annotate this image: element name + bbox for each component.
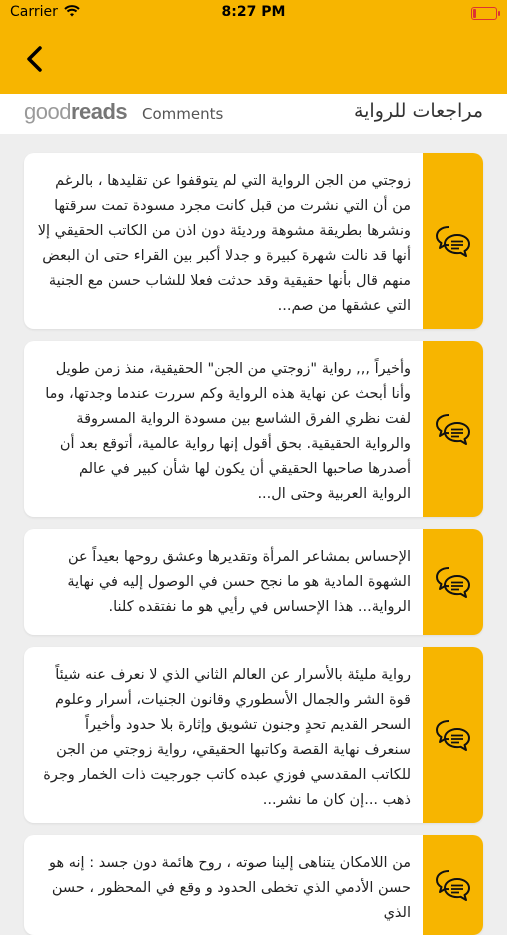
chat-bubbles-icon — [435, 224, 471, 258]
status-time: 8:27 PM — [221, 4, 286, 20]
review-text: زوجتي من الجن الرواية التي لم يتوقفوا عن تقليدها ، بالرغم من أن التي نشرت من قبل كانت مجرد مسودة تمت سرقتها ونشرها بطريقة مشوهة ورديئة دون اذن من الكاتب الحقيقي إلا أنها قد نالت شهرة كبيرة و جدلا أكبر بين القراء حتى ان البعض منهم قال بأنها حقيقية وقد حدثت فعلا للشاب حسن مع الجنية التي عشقها من صم... — [37, 173, 411, 314]
chevron-left-icon — [18, 42, 52, 76]
review-side-panel — [423, 647, 483, 823]
review-text: من اللامكان يتناهى إلينا صوته ، روح هائمة دون جسد : إنه هو حسن الأدمي الذي تخطى الحدود و وقع في المحظور ، حسن الذي — [49, 855, 411, 921]
chat-bubbles-icon — [435, 868, 471, 902]
review-card[interactable] — [24, 529, 483, 635]
back-button[interactable] — [18, 42, 52, 76]
review-side-panel — [423, 341, 483, 517]
reviews-header — [0, 94, 507, 134]
review-text: وأخيراً ,,, رواية "زوجتي من الجن" الحقيقية، منذ زمن طويل وأنا أبحث عن نهاية هذه الرواية وكم سررت عندما وجدتها، وما لفت نظري الفرق الشاسع بين مسودة الرواية المسروقة والرواية الحقيقية. بحق أقول إنها رواية عالمية، أتوقع بعد أن أصدرها صاحبها الحقيقي أن يكون لها شأن كبير في عالم الرواية العربية وحتى ال... — [45, 361, 411, 502]
review-card[interactable] — [24, 153, 483, 329]
chat-bubbles-icon — [435, 565, 471, 599]
review-text: الإحساس بمشاعر المرأة وتقديرها وعشق روحها بعيداً عن الشهوة المادية هو ما نجح حسن في الوصول إليه في نهاية الرواية... هذا الإحساس في رأيي هو ما نفتقده كلنا. — [67, 549, 411, 615]
goodreads-logo: goodreads — [24, 99, 128, 124]
chat-bubbles-icon — [435, 718, 471, 752]
page-title: مراجعات للرواية — [353, 100, 483, 122]
navigation-bar — [0, 24, 507, 94]
review-card[interactable] — [24, 341, 483, 517]
review-side-panel — [423, 153, 483, 329]
review-card[interactable] — [24, 647, 483, 823]
comments-label: Comments — [142, 105, 224, 123]
review-card[interactable] — [24, 835, 483, 935]
review-side-panel — [423, 835, 483, 935]
carrier-label: Carrier — [10, 4, 58, 20]
review-text: رواية مليئة بالأسرار عن العالم الثاني الذي لا نعرف عنه شيئاً قوة الشر والجمال الأسطوري وقانون الجنيات، أسرار وعلوم السحر القديم تحدٍ وجنون تشويق وإثارة بلا حدود وأخيراً سنعرف نهاية القصة وكاتبها الحقيقي، رواية زوجتي من الجن للكاتب المقدسي فوزي عبده كاتب جورجيت ذات الخمار وجرة ذهب ...إن كان ما نشر... — [43, 667, 411, 808]
review-side-panel — [423, 529, 483, 635]
battery-icon — [471, 7, 497, 20]
chat-bubbles-icon — [435, 412, 471, 446]
status-bar — [0, 0, 507, 24]
